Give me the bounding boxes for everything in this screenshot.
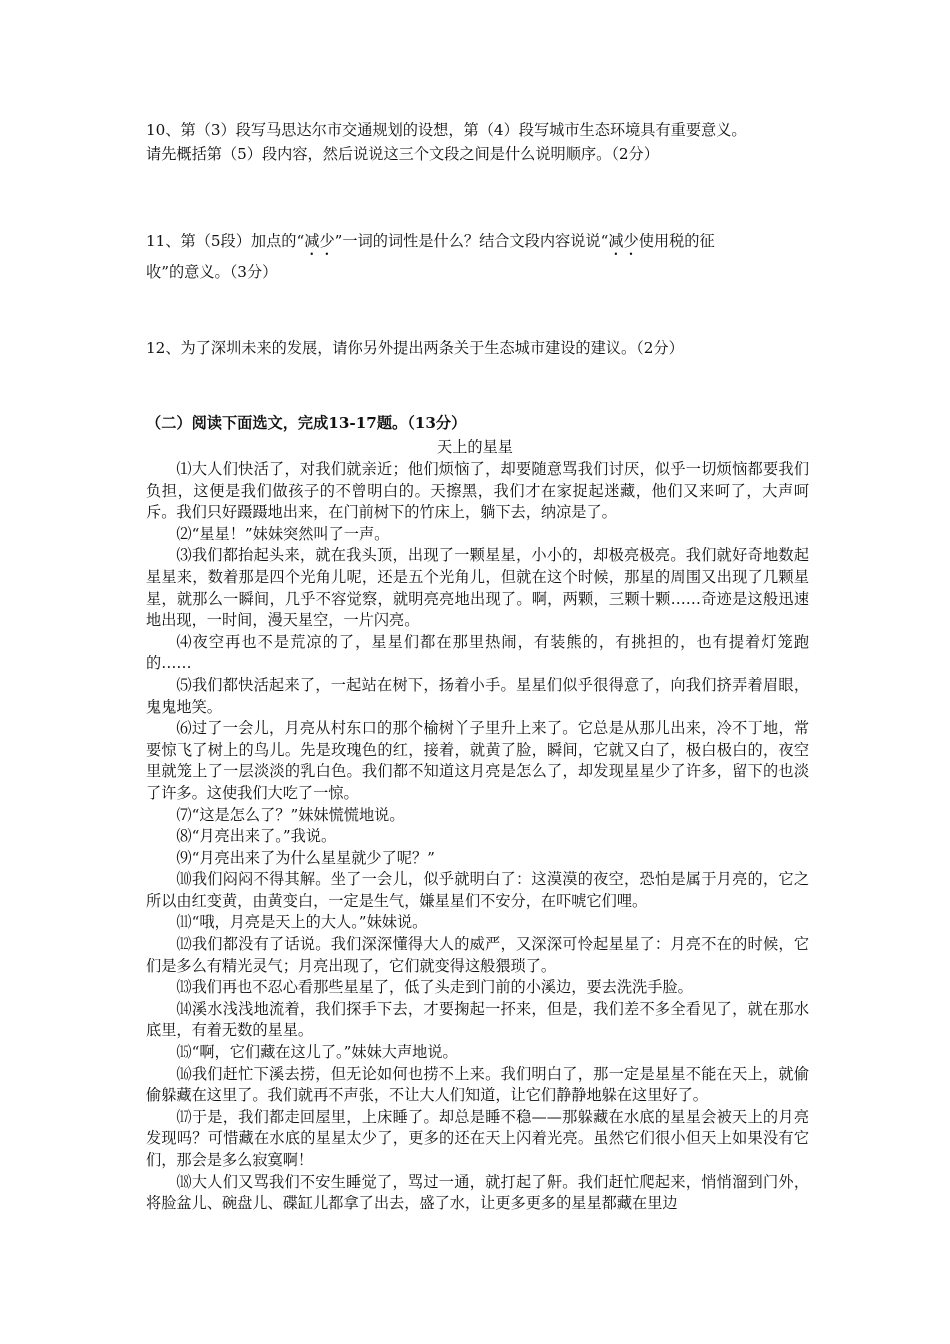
paragraph-10: ⑽我们闷闷不得其解。坐了一会儿，似乎就明白了：这漠漠的夜空，恐怕是属于月亮的，它之所以由红变黄，由黄变白，一定是生气，嫌星星们不安分，在吓唬它们哩。: [146, 870, 809, 910]
dotted-word-reduce-2: 减少: [608, 232, 639, 250]
question-10-line-1: 10、第（3）段写马思达尔市交通规划的设想，第（4）段写城市生态环境具有重要意义。: [146, 121, 747, 139]
paragraph-15: ⒂“啊，它们藏在这儿了。”妹妹大声地说。: [176, 1043, 458, 1062]
paragraph-7: ⑺“这是怎么了？”妹妹慌慌地说。: [176, 805, 405, 824]
paragraph-14: ⒁溪水浅浅地流着，我们探手下去，才要掬起一抔来，但是，我们差不多全看见了，就在那水底里，有着无数的星星。: [146, 999, 809, 1040]
paragraph-1: ⑴大人们快活了，对我们就亲近；他们烦恼了，却要随意骂我们讨厌，似乎一切烦恼都要我们负担，这便是我们做孩子的不曾明白的。天擦黑，我们才在家捉起迷藏，他们又来呵了，大声呵斥。我们只好蹑蹑地出来，在门前树下的竹床上，躺下去，纳凉是了。: [146, 460, 809, 522]
paragraph-5: ⑸我们都快活起来了，一起站在树下，扬着小手。星星们似乎很得意了，向我们挤弄着眉眼，鬼鬼地笑。: [146, 675, 809, 716]
paragraph-11: ⑾“哦，月亮是天上的大人。”妹妹说。: [176, 913, 428, 932]
paragraph-16: ⒃我们赶忙下溪去捞，但无论如何也捞不上来。我们明白了，那一定是星星不能在天上，就偷偷躲藏在这里了。我们就再不声张，不让大人们知道，让它们静静地躲在这里好了。: [146, 1064, 809, 1105]
paragraph-18: ⒅大人们又骂我们不安生睡觉了，骂过一通，就打起了鼾。我们赶忙爬起来，悄悄溜到门外，将脸盆儿、碗盘儿、碟缸儿都拿了出去，盛了水，让更多更多的星星都藏在里边: [146, 1172, 809, 1213]
question-12: [146, 336, 811, 360]
question-10-line-2: 请先概括第（5）段内容，然后说说这三个文段之间是什么说明顺序。（2分）: [146, 145, 659, 163]
question-11-line-2: 收”的意义。（3分）: [146, 263, 278, 281]
question-10: [146, 118, 811, 166]
question-11-line-1: [146, 228, 811, 259]
paragraph-3: ⑶我们都抬起头来，就在我头顶，出现了一颗星星，小小的，却极亮极亮。我们就好奇地数起星星来，数着那是四个光角儿呢，还是五个光角儿，但就在这个时候，那星的周围又出现了几颗星星，就那么一瞬间，几乎不容觉察，就明亮亮地出现了。啊，两颗，三颗十颗……奇迹是这般迅速地出现，一时间，漫天星空，一片闪亮。: [146, 546, 809, 630]
paragraph-12: ⑿我们都没有了话说。我们深深懂得大人的威严，又深深可怜起星星了：月亮不在的时候，它们是多么有精光灵气；月亮出现了，它们就变得这般猥琐了。: [146, 935, 809, 975]
question-11-text-c: 使用税的征: [638, 232, 715, 250]
paragraph-13: ⒀我们再也不忍心看那些星星了，低了头走到门前的小溪边，要去洗洗手脸。: [176, 978, 693, 997]
story-title: 天上的星星: [437, 438, 513, 456]
question-11: [146, 228, 811, 285]
paragraph-2: ⑵“星星！”妹妹突然叫了一声。: [176, 524, 390, 543]
paragraph-6: ⑹过了一会儿，月亮从村东口的那个榆树丫子里升上来了。它总是从那儿出来，冷不丁地，常要惊飞了树上的鸟儿。先是玫瑰色的红，接着，就黄了脸，瞬间，它就又白了，极白极白的，夜空里就笼上了一层淡淡的乳白色。我们都不知道这月亮是怎么了，却发现星星少了许多，留下的也淡了许多。这使我们大吃了一惊。: [146, 719, 809, 802]
paragraph-9: ⑼“月亮出来了为什么星星就少了呢？”: [176, 848, 435, 867]
paragraph-8: ⑻“月亮出来了。”我说。: [176, 827, 337, 846]
question-11-text-b: ”一词的词性是什么？结合文段内容说说“: [334, 232, 609, 250]
section-heading: （二）阅读下面选文，完成13-17题。（13分）: [146, 414, 467, 432]
question-12-line-1: 12、为了深圳未来的发展，请你另外提出两条关于生态城市建设的建议。（2分）: [146, 339, 684, 357]
paragraph-17: ⒄于是，我们都走回屋里，上床睡了。却总是睡不稳——那躲藏在水底的星星会被天上的月亮发现吗？可惜藏在水底的星星太少了，更多的还在天上闪着光亮。虽然它们很小但天上如果没有它们，那会是多么寂寞啊！: [146, 1107, 809, 1169]
dotted-word-reduce: 减少: [304, 232, 335, 250]
question-11-text-a: 11、第（5段）加点的“: [146, 232, 305, 250]
story-body: [146, 459, 809, 1215]
paragraph-4: ⑷夜空再也不是荒凉的了，星星们都在那里热闹，有装熊的，有挑担的，也有提着灯笼跑的……: [146, 632, 809, 673]
